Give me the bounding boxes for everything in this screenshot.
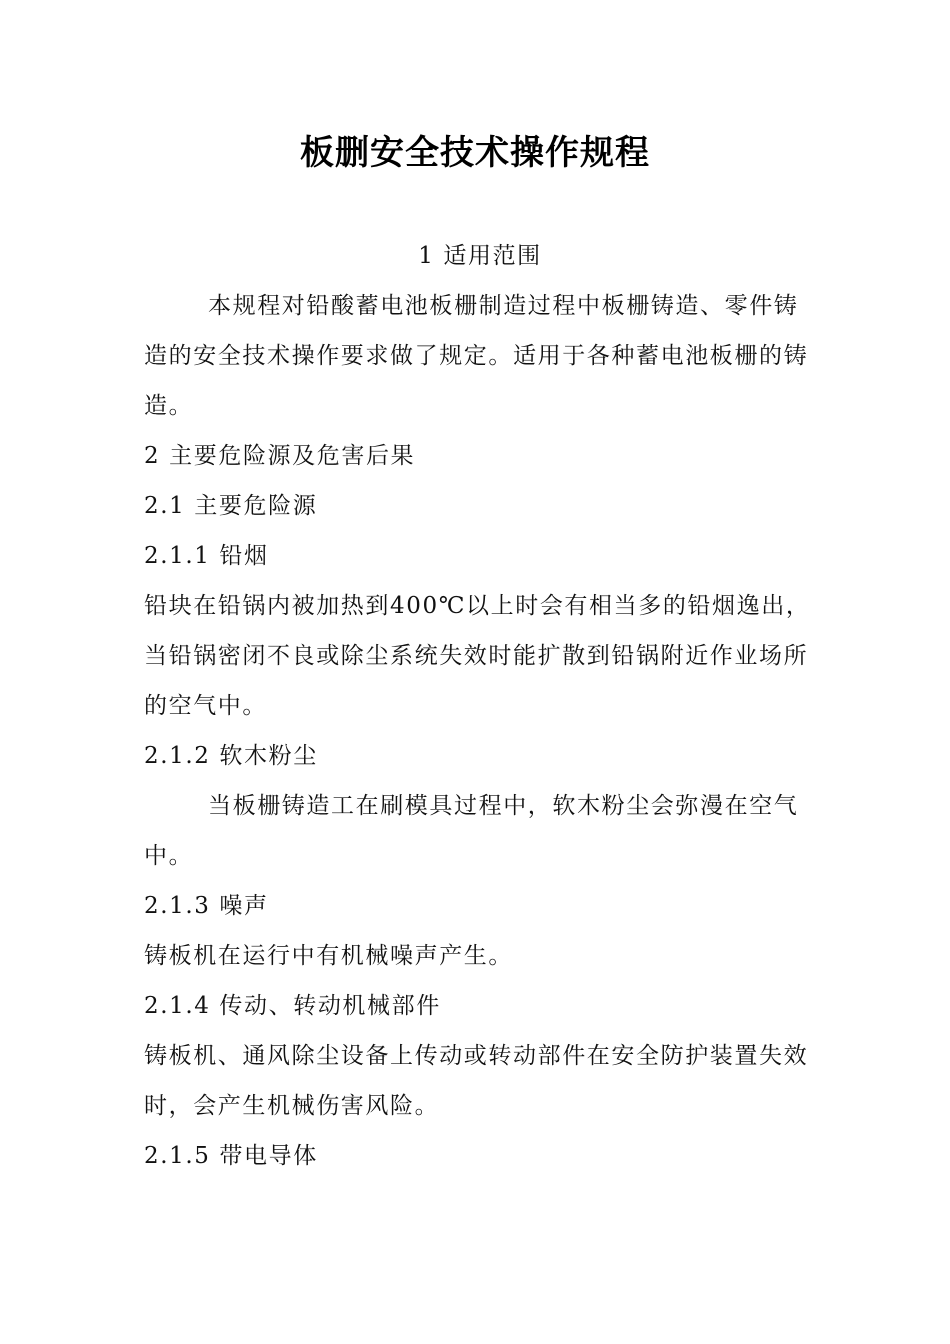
section-2-1-2-paragraph: 当板栅铸造工在刷模具过程中，软木粉尘会弥漫在空气中。 [144, 793, 799, 869]
section-2-1-5-heading: 2.1.5 带电导体 [144, 1143, 318, 1169]
section-2-1-heading: 2.1 主要危险源 [144, 493, 318, 519]
section-2-1-4-paragraph: 铸板机、通风除尘设备上传动或转动部件在安全防护装置失效时，会产生机械伤害风险。 [144, 1043, 809, 1119]
section-1-paragraph: 本规程对铅酸蓄电池板栅制造过程中板栅铸造、零件铸造的安全技术操作要求做了规定。适用于各种蓄电池板栅的铸造。 [144, 293, 809, 419]
section-1-heading: 1 适用范围 [418, 243, 542, 269]
section-2-1-1-paragraph-rest: 当铅锅密闭不良或除尘系统失效时能扩散到铅锅附近作业场所的空气中。 [144, 643, 809, 719]
document-body [144, 231, 816, 1181]
document-title: 板删安全技术操作规程 [300, 133, 650, 173]
section-2-1-3-heading: 2.1.3 噪声 [144, 893, 269, 919]
section-2-1-4-heading: 2.1.4 传动、转动机械部件 [144, 993, 441, 1019]
section-2-heading: 2 主要危险源及危害后果 [144, 443, 416, 469]
section-2-1-1-paragraph-line1: 铅块在铅锅内被加热到400℃以上时会有相当多的铅烟逸出， [144, 593, 811, 619]
section-2-1-1-heading: 2.1.1 铅烟 [144, 543, 269, 569]
section-2-1-3-paragraph: 铸板机在运行中有机械噪声产生。 [144, 943, 513, 969]
section-2-1-2-heading: 2.1.2 软木粉尘 [144, 743, 318, 769]
